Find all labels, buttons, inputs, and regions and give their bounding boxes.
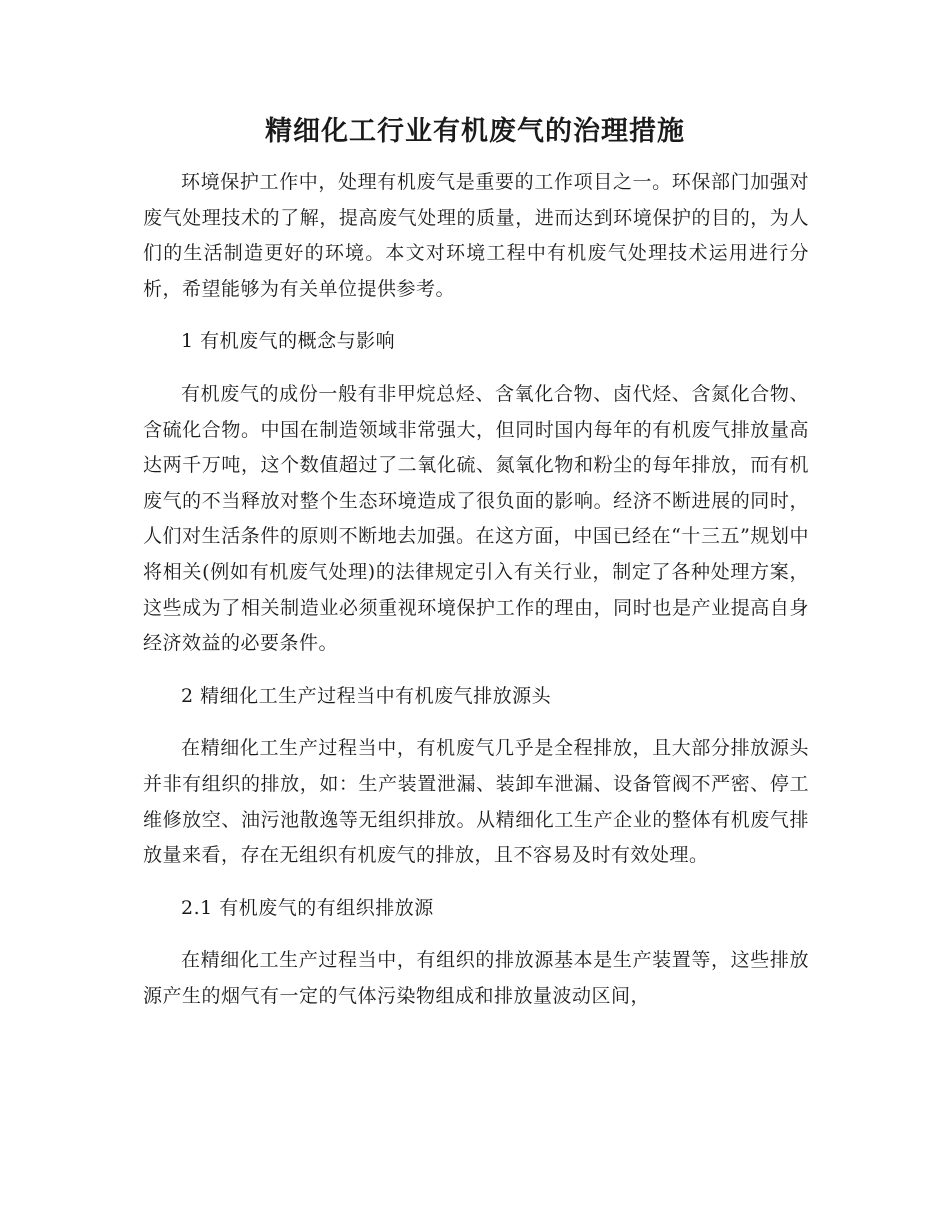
spacer xyxy=(143,662,809,679)
section-heading-2-1: 2.1 有机废气的有组织排放源 xyxy=(181,896,434,919)
section-heading-2: 2 精细化工生产过程当中有机废气排放源头 xyxy=(181,684,552,707)
paragraph-section-2: 在精细化工生产过程当中，有机废气几乎是全程排放，且大部分排放源头并非有组织的排放，如：生产装置泄漏、装卸车泄漏、设备管阀不严密、停工维修放空、油污池散逸等无组织排放。从精细化工生产企业的整体有机废气排放量来看，存在无组织有机废气的排放，且不容易及时有效处理。 xyxy=(143,737,809,867)
spacer xyxy=(143,360,809,377)
spacer xyxy=(143,926,809,943)
paragraph-intro: 环境保护工作中，处理有机废气是重要的工作项目之一。环保部门加强对废气处理技术的了解，提高废气处理的质量，进而达到环境保护的目的，为人们的生活制造更好的环境。本文对环境工程中有机废气处理技术运用进行分析，希望能够为有关单位提供参考。 xyxy=(143,171,809,300)
document-title: 精细化工行业有机废气的治理措施 xyxy=(265,116,685,147)
paragraph-section-2-1: 在精细化工生产过程当中，有组织的排放源基本是生产装置等，这些排放源产生的烟气有一定的气体污染物组成和排放量波动区间， xyxy=(143,949,809,1007)
spacer xyxy=(143,874,809,891)
spacer xyxy=(143,714,809,731)
section-heading-1: 1 有机废气的概念与影响 xyxy=(181,330,396,353)
document-body xyxy=(143,165,809,1014)
spacer xyxy=(143,307,809,324)
paragraph-section-1: 有机废气的成份一般有非甲烷总烃、含氧化合物、卤代烃、含氮化合物、含硫化合物。中国在制造领域非常强大，但同时国内每年的有机废气排放量高达两千万吨，这个数值超过了二氧化硫、氮氧化物和粉尘的每年排放，而有机废气的不当释放对整个生态环境造成了很负面的影响。经济不断进展的同时，人们对生活条件的原则不断地去加强。在这方面，中国已经在“十三五”规划中将相关(例如有机废气处理)的法律规定引入有关行业，制定了各种处理方案，这些成为了相关制造业必须重视环境保护工作的理由，同时也是产业提高自身经济效益的必要条件。 xyxy=(143,382,809,655)
